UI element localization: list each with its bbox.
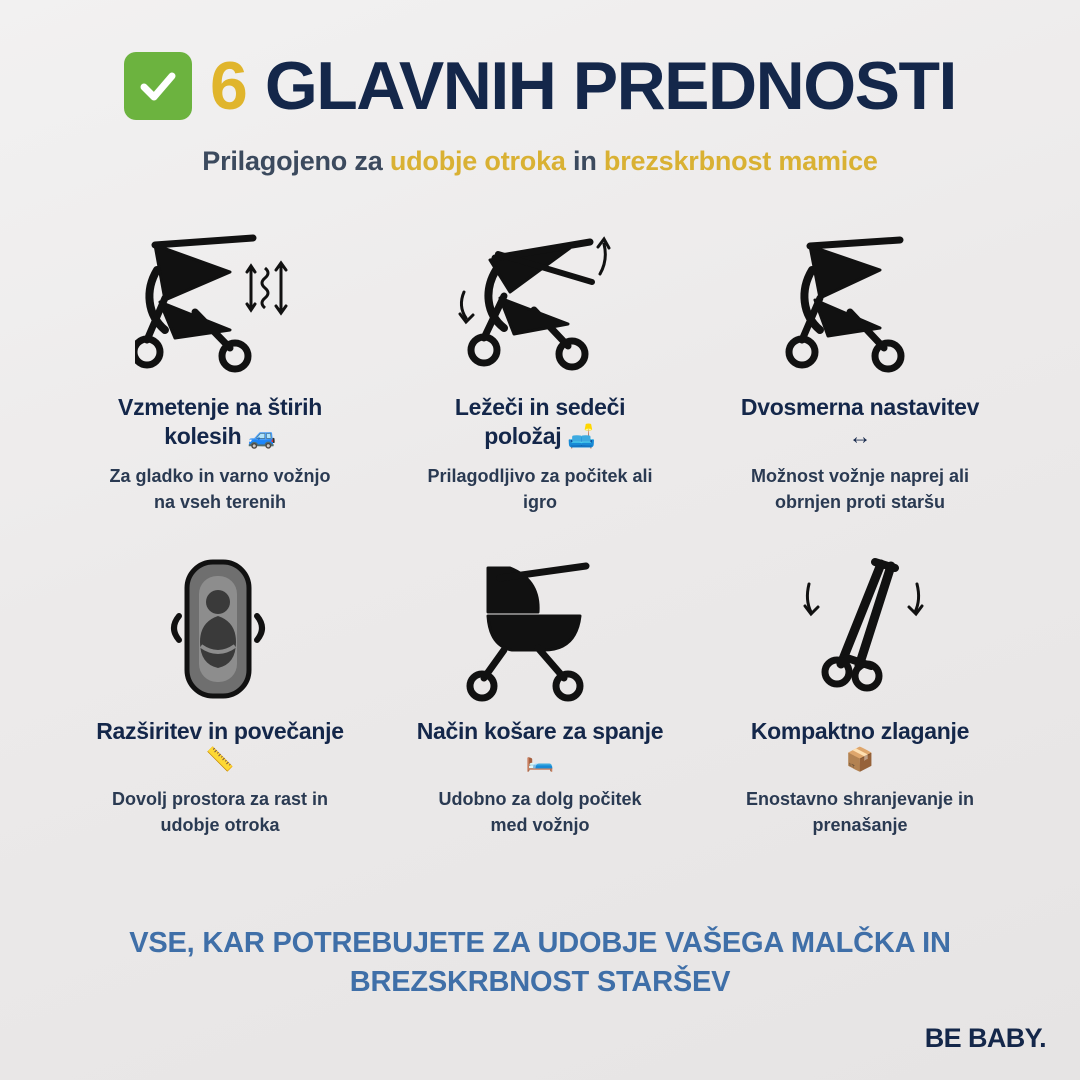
brand-logo: BE BABY. — [924, 1023, 1046, 1053]
benefit-card — [60, 549, 380, 839]
benefit-desc: Za gladko in varno vožnjo na vseh terenih — [109, 465, 331, 512]
benefit-card — [380, 225, 700, 515]
benefit-title: Kompaktno zlaganje 📦 — [750, 717, 970, 773]
stroller-reversible-icon — [780, 225, 940, 385]
subtitle — [0, 146, 1080, 177]
baby-seat-extension-icon — [155, 549, 285, 709]
benefit-card — [60, 225, 380, 515]
stroller-suspension-icon — [135, 225, 305, 385]
carrycot-mode-icon — [460, 549, 620, 709]
check-mark-icon — [124, 52, 192, 120]
benefit-desc: Udobno za dolg počitek med vožnjo — [438, 789, 642, 836]
benefit-title: Način košare za spanje 🛏️ — [416, 717, 664, 773]
benefit-title: Vzmetenje na štirih kolesih 🚙 — [118, 394, 322, 449]
footer-line-1: VSE, KAR POTREBUJETE ZA UDOBJE VAŠEGA MALČKA IN — [129, 926, 951, 959]
subtitle-part2: in — [565, 146, 604, 176]
compact-fold-icon — [775, 549, 945, 709]
benefits-grid — [0, 225, 1080, 838]
benefit-card — [700, 549, 1020, 839]
benefit-desc: Možnost vožnje naprej ali obrnjen proti staršu — [750, 465, 970, 512]
page-title: GLAVNIH PREDNOSTI — [264, 48, 956, 124]
stroller-recline-icon — [450, 225, 630, 385]
benefit-desc: Prilagodljivo za počitek ali igro — [427, 465, 653, 512]
title-number: 6 — [210, 48, 247, 124]
benefit-card — [380, 549, 700, 839]
benefit-title: Ležeči in sedeči položaj 🛋️ — [454, 394, 626, 449]
footer — [0, 924, 1080, 1002]
title-row — [0, 48, 1080, 124]
subtitle-highlight-2: brezskrbnost mamice — [603, 146, 878, 176]
header — [0, 0, 1080, 177]
benefit-card — [700, 225, 1020, 515]
footer-line-2: BREZSKRBNOST STARŠEV — [349, 965, 731, 998]
benefit-desc: Dovolj prostora za rast in udobje otroka — [111, 789, 329, 836]
subtitle-part1: Prilagojeno za — [202, 146, 390, 176]
subtitle-highlight-1: udobje otroka — [389, 146, 566, 176]
benefit-desc: Enostavno shranjevanje in prenašanje — [745, 789, 975, 836]
benefit-title: Dvosmerna nastavitev ↔ — [740, 394, 980, 449]
benefit-title: Razširitev in povečanje 📏 — [96, 717, 344, 773]
